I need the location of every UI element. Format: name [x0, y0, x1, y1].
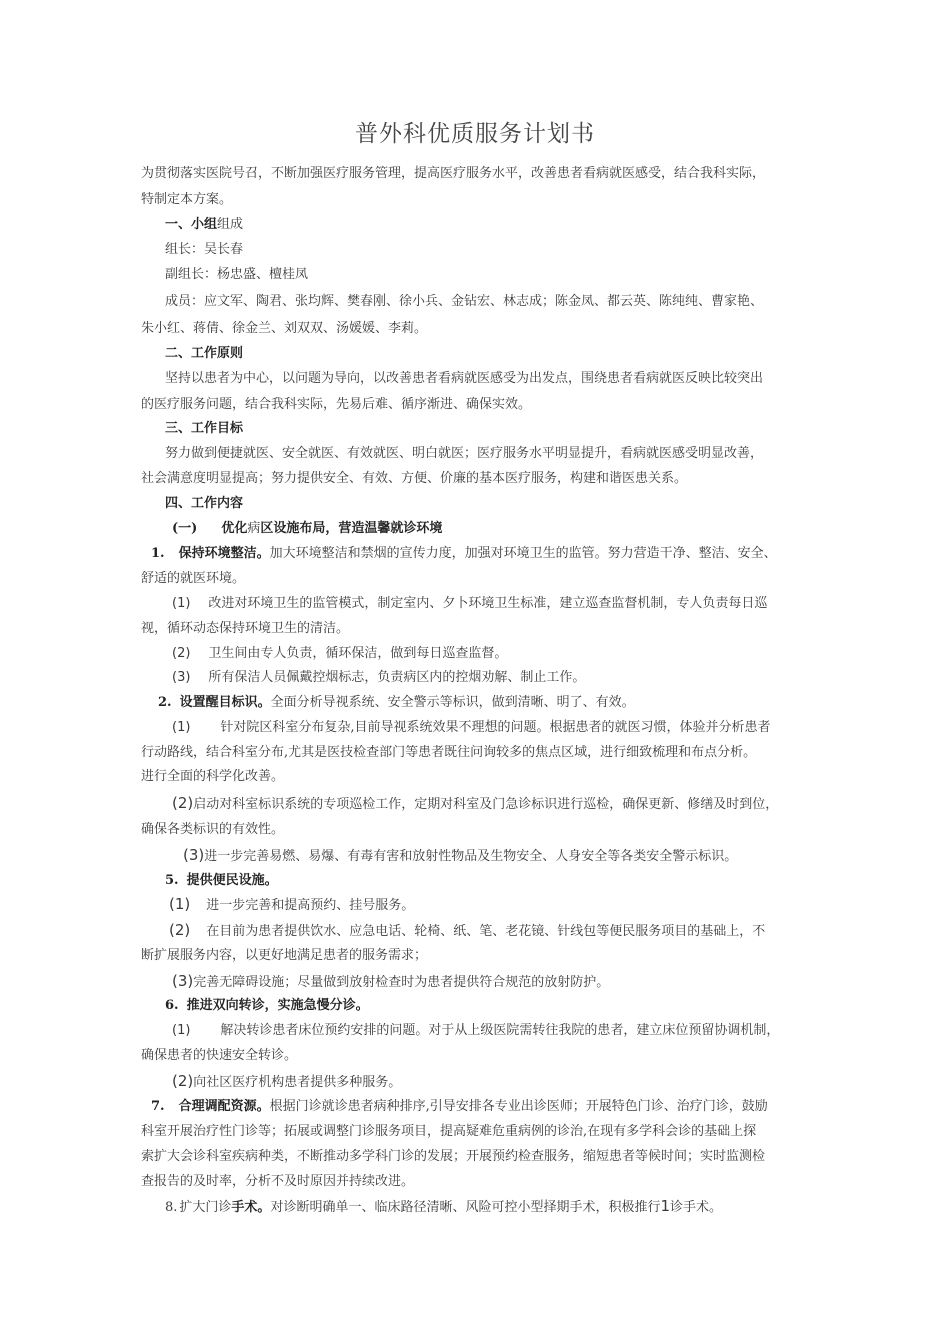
subsection-1-heading	[172, 520, 442, 538]
subsection-1-title-c: 区设施布局，营造温馨就诊环境	[260, 521, 443, 536]
item-1-line-2: 舒适的就医环境。	[141, 571, 246, 586]
item-5-line-1	[165, 872, 278, 890]
subsection-1-title-b: 病	[247, 521, 261, 536]
item-1-point-1-text: 改进对环境卫生的监管模式，制定室内、夕卜环境卫生标准，建立巡查监督机制，专人负责每日巡	[208, 596, 768, 611]
section-1-heading-rest: 组成	[217, 217, 244, 232]
item-1-point-2-text: 卫生间由专人负责，循环保洁，做到每日巡查监督。	[208, 646, 508, 661]
item-1-point-3	[172, 669, 585, 687]
item-6-point-1	[172, 1022, 779, 1040]
item-1-point-1-line-2: 视，循环动态保持环境卫生的清洁。	[141, 621, 350, 636]
item-6-point-1-line-2: 确保患者的快速安全转诊。	[141, 1048, 298, 1063]
item-1-bold: 保持环境整洁。	[178, 546, 270, 561]
section-1-heading	[165, 216, 243, 234]
item-6-point-1-number: (1)	[172, 1023, 191, 1038]
item-6-point-2	[172, 1072, 401, 1092]
item-6-point-1-text: 解决转诊患者床位预约安排的问题。对于从上级医院需转往我院的患者，建立床位预留协调机制，	[220, 1023, 780, 1038]
section-4-heading: 四、工作内容	[165, 496, 244, 511]
item-8-text-number: 1	[660, 1197, 670, 1215]
item-7-line-4: 查报告的及时率，分析不及时原因并持续改进。	[141, 1174, 415, 1189]
item-1-point-2	[172, 645, 507, 663]
item-8-line-1	[165, 1197, 722, 1217]
item-1-point-1-number: (1)	[172, 596, 191, 611]
item-6-number: 6.	[165, 998, 179, 1013]
item-2-number: 2.	[158, 695, 172, 710]
item-8-text-b: 诊手术。	[670, 1200, 723, 1215]
item-5-point-2	[169, 921, 765, 941]
item-1-text: 加大环境整洁和禁烟的宣传力度，加强对环境卫生的监管。努力营造干净、整洁、安全、	[269, 546, 777, 561]
item-5-point-3-text: 完善无障碍设施；尽量做到放射检查时为患者提供符合规范的放射防护。	[193, 975, 610, 990]
item-5-point-3-number: (3)	[172, 972, 194, 990]
item-2-point-1-line-2: 行动路线，结合科室分布,尤其是医技检查部门等患者既往问询较多的焦点区域，进行细致梳理和布点分析。	[141, 745, 757, 760]
item-1-point-2-number: (2)	[172, 646, 191, 661]
item-8-number: 8.	[165, 1200, 178, 1215]
item-7-line-1	[151, 1098, 768, 1116]
item-2-bold: 设置醒目标识。	[179, 695, 271, 710]
item-8-bold: 手术。	[231, 1200, 271, 1215]
item-1-line-1	[151, 545, 777, 563]
deputy-leader: 副组长：杨忠盛、檀桂凤	[165, 267, 309, 282]
item-6-line-1	[165, 997, 369, 1015]
item-8-pre: 扩大门诊	[179, 1200, 232, 1215]
item-5-point-2-number: (2)	[169, 921, 191, 939]
item-5-number: 5.	[165, 873, 179, 888]
item-1-point-3-text: 所有保洁人员佩戴控烟标志，负责病区内的控烟劝解、制止工作。	[208, 670, 586, 685]
item-1-point-1	[172, 595, 767, 613]
section-3-line-1: 努力做到便捷就医、安全就医、有效就医、明白就医；医疗服务水平明显提升，看病就医感受明显改善，	[165, 446, 764, 461]
subsection-1-number: (一)	[172, 521, 198, 536]
item-2-point-3-number: (3)	[183, 846, 205, 864]
members-line-2: 朱小红、蒋倩、徐金兰、刘双双、汤媛媛、李莉。	[141, 321, 428, 336]
item-2-point-1	[172, 719, 771, 737]
item-5-bold: 提供便民设施。	[186, 873, 278, 888]
section-2-line-2: 的医疗服务问题，结合我科实际，先易后难、循序渐进、确保实效。	[141, 397, 532, 412]
document-title: 普外科优质服务计划书	[355, 121, 595, 147]
group-leader: 组长：吴长春	[165, 242, 244, 257]
item-2-point-3	[183, 846, 737, 866]
item-5-point-1-number: (1)	[169, 895, 191, 913]
item-2-point-2-number: (2)	[172, 794, 194, 812]
item-2-point-2-text: 启动对科室标识系统的专项巡检工作，定期对科室及门急诊标识进行巡检，确保更新、修缮及时到位，	[193, 797, 779, 812]
section-1-heading-bold: 一、小组	[165, 217, 218, 232]
item-2-point-1-number: (1)	[172, 720, 191, 735]
item-2-point-1-text: 针对院区科室分布复杂,目前导视系统效果不理想的问题。根据患者的就医习惯，体验并分析患者	[220, 720, 771, 735]
item-7-bold: 合理调配资源。	[178, 1099, 270, 1114]
item-6-bold: 推进双向转诊，实施急慢分诊。	[186, 998, 369, 1013]
section-3-line-2: 社会满意度明显提高；努力提供安全、有效、方便、价廉的基本医疗服务，构建和谐医患关系。	[141, 471, 688, 486]
intro-line-1: 为贯彻落实医院号召，不断加强医疗服务管理，提高医疗服务水平，改善患者看病就医感受，结合我科实际，	[141, 166, 766, 181]
item-7-line-3: 索扩大会诊科室疾病种类，不断推动多学科门诊的发展；开展预约检查服务，缩短患者等候时间；实时监测检	[141, 1149, 766, 1164]
item-5-point-1-text: 进一步完善和提高预约、挂号服务。	[206, 898, 415, 913]
item-1-number: 1.	[151, 546, 165, 561]
item-5-point-1	[169, 895, 414, 915]
section-2-line-1: 坚持以患者为中心，以问题为导向，以改善患者看病就医感受为出发点，围绕患者看病就医反映比较突出	[165, 371, 764, 386]
item-5-point-2-text: 在目前为患者提供饮水、应急电话、轮椅、纸、笔、老花镜、针线包等便民服务项目的基础上，不	[206, 924, 766, 939]
item-7-line-2: 科室开展治疗性门诊等；拓展或调整门诊服务项目，提高疑难危重病例的诊治,在现有多学科会诊的基础上探	[141, 1124, 757, 1139]
intro-line-2: 特制定本方案。	[141, 192, 233, 207]
item-1-point-3-number: (3)	[172, 670, 191, 685]
members-line-1: 成员：应文军、陶君、张均辉、樊春刚、徐小兵、金钻宏、林志成；陈金凤、都云英、陈纯纯、曹家艳、	[165, 294, 764, 309]
section-3-heading: 三、工作目标	[165, 421, 244, 436]
item-2-point-2-line-2: 确保各类标识的有效性。	[141, 822, 285, 837]
item-2-point-2	[172, 794, 778, 814]
item-7-number: 7.	[151, 1099, 165, 1114]
item-2-point-1-line-3: 进行全面的科学化改善。	[141, 769, 285, 784]
item-7-text: 根据门诊就诊患者病种排序,引导安排各专业出诊医师；开展特色门诊、治疗门诊，鼓励	[269, 1099, 768, 1114]
item-6-point-2-text: 向社区医疗机构患者提供多种服务。	[193, 1075, 402, 1090]
item-2-text: 全面分析导视系统、安全警示等标识，做到清晰、明了、有效。	[270, 695, 635, 710]
subsection-1-title-a: 优化	[221, 521, 248, 536]
item-5-point-3	[172, 972, 609, 992]
item-8-text-a: 对诊断明确单一、临床路径清晰、风险可控小型择期手术，积极推行	[270, 1200, 661, 1215]
section-2-heading: 二、工作原则	[165, 346, 244, 361]
item-6-point-2-number: (2)	[172, 1072, 194, 1090]
item-2-line-1	[158, 694, 635, 712]
item-5-point-2-line-2: 断扩展服务内容，以更好地满足患者的服务需求；	[141, 948, 428, 963]
item-2-point-3-text: 进一步完善易燃、易爆、有毒有害和放射性物品及生物安全、人身安全等各类安全警示标识。	[204, 849, 738, 864]
